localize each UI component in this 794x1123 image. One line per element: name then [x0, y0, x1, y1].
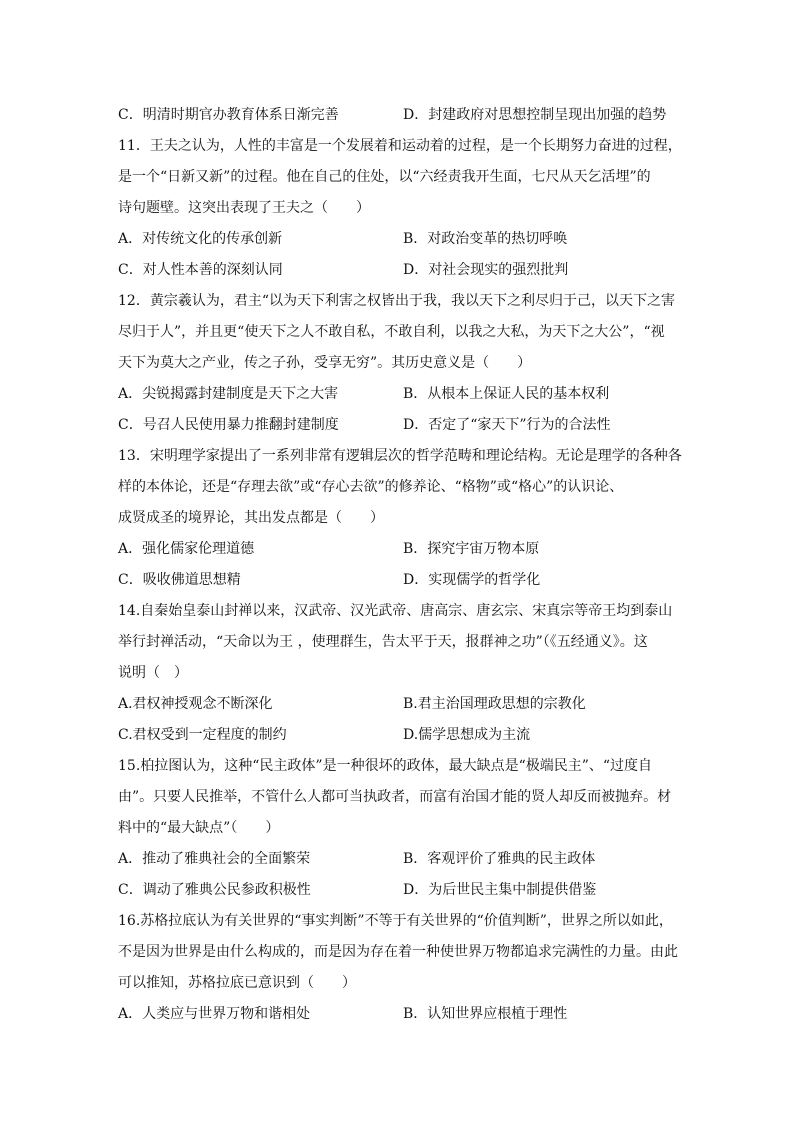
- q11-stem-line: 11．王夫之认为，人性的丰富是一个发展着和运动着的过程，是一个长期努力奋进的过程，: [118, 138, 682, 154]
- q13-option-c: C．吸收佛道思想精: [118, 572, 241, 588]
- q11-option-b: B．对政治变革的热切呼唤: [403, 231, 568, 247]
- q13-stem-line: 样的本体论，还是“存理去欲”或“存心去欲”的修养论、“格物”或“格心”的认识论、: [118, 479, 624, 495]
- q12-stem-line: 尽归于人”，并且更“使天下之人不敢自私，不敢自利，以我之大私，为天下之大公”，“视: [118, 324, 665, 340]
- q14-options-ab: [118, 689, 678, 720]
- q14-option-d: D.儒学思想成为主流: [403, 727, 531, 743]
- q13-options-ab: [118, 534, 678, 565]
- q16-stem-line: 可以推知，苏格拉底已意识到（ ）: [118, 975, 356, 991]
- q15-stem: [118, 751, 678, 844]
- q16-stem-line: 不是因为世界是由什么构成的，而是因为存在着一种使世界万物都追求完满性的力量。由此: [118, 944, 678, 960]
- q14-option-a: A.君权神授观念不断深化: [118, 696, 273, 712]
- q10-option-d: D．封建政府对思想控制呈现出加强的趋势: [403, 107, 667, 123]
- q13-option-d: D．实现儒学的哲学化: [403, 572, 541, 588]
- q12-stem-line: 12．黄宗羲认为，君主“以为天下利害之权皆出于我，我以天下之利尽归于己，以天下之害: [118, 293, 675, 309]
- q14-option-b: B.君主治国理政思想的宗教化: [403, 696, 586, 712]
- q11-stem-line: 诗句题壁。这突出表现了王夫之（ ）: [118, 200, 370, 216]
- q14-stem-line: 14.自秦始皇泰山封禅以来，汉武帝、汉光武帝、唐高宗、唐玄宗、宋真宗等帝王均到泰山: [118, 603, 673, 619]
- q13-stem-line: 成贤成圣的境界论，其出发点都是（ ）: [118, 510, 384, 526]
- q10-option-c: C．明清时期官办教育体系日渐完善: [118, 107, 339, 123]
- q12-option-c: C．号召人民使用暴力推翻封建制度: [118, 417, 339, 433]
- q15-option-d: D．为后世民主集中制提供借鉴: [403, 882, 597, 898]
- q13-stem-line: 13．宋明理学家提出了一系列非常有逻辑层次的哲学范畴和理论结构。无论是理学的各种各: [118, 448, 682, 464]
- q12-options-ab: [118, 379, 678, 410]
- q13-stem: [118, 441, 682, 534]
- q11-options-ab: [118, 224, 678, 255]
- q14-option-c: C.君权受到一定程度的制约: [118, 727, 287, 743]
- q15-stem-line: 15.柏拉图认为，这种“民主政体”是一种很坏的政体，最大缺点是“极端民主”、“过度自: [118, 758, 653, 774]
- q14-options-cd: [118, 720, 678, 751]
- q12-stem-line: 天下为莫大之产业，传之子孙，受享无穷”。其历史意义是（ ）: [118, 355, 532, 371]
- question-list: [118, 100, 682, 1030]
- q15-options-cd: [118, 875, 678, 906]
- q16-options-ab: [118, 999, 678, 1030]
- q11-option-a: A．对传统文化的传承创新: [118, 231, 283, 247]
- q16-stem-line: 16.苏格拉底认为有关世界的“事实判断”不等于有关世界的“价值判断”，世界之所以如此，: [118, 913, 673, 929]
- q16-option-b: B．认知世界应根植于理性: [403, 1006, 568, 1022]
- q12-option-a: A．尖锐揭露封建制度是天下之大害: [118, 386, 339, 402]
- q14-stem-line: 说明（ ）: [118, 665, 188, 681]
- q15-options-ab: [118, 844, 678, 875]
- q14-stem: [118, 596, 678, 689]
- q12-stem: [118, 286, 678, 379]
- q11-options-cd: [118, 255, 678, 286]
- q15-stem-line: 料中的“最大缺点”（ ）: [118, 820, 280, 836]
- q11-option-c: C．对人性本善的深刻认同: [118, 262, 283, 278]
- q15-option-c: C．调动了雅典公民参政积极性: [118, 882, 311, 898]
- q11-stem: [118, 131, 682, 224]
- q13-option-a: A．强化儒家伦理道德: [118, 541, 255, 557]
- q11-option-d: D．对社会现实的强烈批判: [403, 262, 569, 278]
- q15-option-b: B．客观评价了雅典的民主政体: [403, 851, 596, 867]
- q16-stem: [118, 906, 678, 999]
- q12-option-d: D．否定了“家天下”行为的合法性: [403, 417, 611, 433]
- q12-options-cd: [118, 410, 678, 441]
- q14-stem-line: 举行封禅活动，“天命以为王 ，使理群生，告太平于天，报群神之功”（《五经通义》。这: [118, 634, 648, 650]
- q12-option-b: B．从根本上保证人民的基本权利: [403, 386, 610, 402]
- q16-option-a: A．人类应与世界万物和谐相处: [118, 1006, 311, 1022]
- q13-option-b: B．探究宇宙万物本原: [403, 541, 540, 557]
- q13-options-cd: [118, 565, 678, 596]
- q11-stem-line: 是一个“日新又新”的过程。他在自己的住处，以“六经责我开生面，七尺从天乞活埋”的: [118, 169, 651, 185]
- q15-option-a: A．推动了雅典社会的全面繁荣: [118, 851, 311, 867]
- q15-stem-line: 由”。只要人民推举，不管什么人都可当执政者，而富有治国才能的贤人却反而被抛弃。材: [118, 789, 672, 805]
- q10-options-cd: [118, 100, 678, 131]
